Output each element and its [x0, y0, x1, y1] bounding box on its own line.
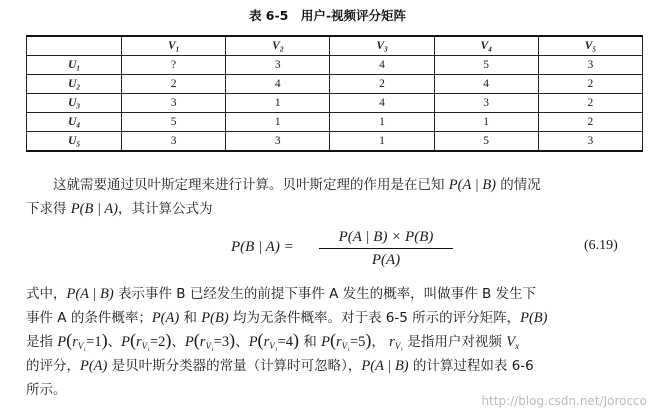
table-caption: 表 6-5 用户-视频评分矩阵: [248, 8, 407, 23]
prob-term-5: $P(r_{V_1}=5)$: [321, 330, 372, 354]
table-cell: 4: [330, 94, 434, 113]
math-p-a-given-b: P(A | B): [448, 177, 496, 193]
col-header-v4: $V_4$: [434, 36, 538, 56]
bayes-equation: [231, 227, 531, 273]
equation-numerator: P(A | B) × P(B): [338, 229, 434, 245]
row-header-u5: $U_5$: [27, 132, 122, 152]
prob-term-2: $P(r_{V_1}=2)$: [121, 330, 172, 354]
table-cell: 2: [538, 75, 642, 94]
table-cell: 2: [538, 113, 642, 132]
table-cell: 1: [226, 113, 330, 132]
table-cell: 4: [434, 75, 538, 94]
table-cell: 1: [330, 113, 434, 132]
table-row-u1: [27, 56, 643, 75]
col-header-v1: $V_1$: [122, 36, 226, 56]
watermark-url: http://blog.csdn.net/Jorocco: [481, 394, 647, 408]
paragraph-intro: 这就需要通过贝叶斯定理来进行计算。贝叶斯定理的作用是在已知 P(A | B) 的情况 下求得 P(B | A)，其计算公式为: [26, 177, 541, 217]
fraction-bar: [319, 248, 453, 249]
equation-denominator: P(A): [371, 252, 401, 268]
table-cell: 3: [226, 56, 330, 75]
paragraph-explanation: 式中，P(A | B) 表示事件 B 已经发生的前提下事件 A 发生的概率，叫做事件 B 发生下 事件 A 的条件概率；P(A) 和 P(B) 均为无条件概率。对于表 6-5 所示的评分矩阵，P(B) 是指 $P(r_{V_1}=1)$、$P(r_{V_1}=2)$、$P(r_{V_1}=3)$、$P(r_{V_1}=4)$ 和 $P(r_{V_1}=5)$， $r_{V_1}$ 是指用户对视频 $V_x$ 的评分，P(A) 是贝叶斯分类器的常量（计算时可忽略），P(A | B) 的计算过程如表 6-6 所示。: [26, 286, 548, 398]
rv-symbol: $r_{V_1}$: [389, 334, 404, 354]
table-cell: 4: [330, 56, 434, 75]
row-header-u3: $U_3$: [27, 94, 122, 113]
col-header-v5: $V_5$: [538, 36, 642, 56]
equation-fraction: [319, 227, 453, 270]
equation-lhs: P(B | A) =: [231, 239, 294, 255]
table-cell: 1: [226, 94, 330, 113]
table-cell: 1: [330, 132, 434, 152]
equation-number: (6.19): [584, 238, 618, 253]
rating-matrix-table: [26, 35, 643, 152]
table-cell: 3: [122, 132, 226, 152]
table-cell: ?: [122, 56, 226, 75]
table-row-u5: [27, 132, 643, 152]
math-p-b-given-a: P(B | A): [70, 201, 118, 217]
vx-symbol: $V_x$: [506, 334, 520, 352]
prob-term-4: $P(r_{V_1}=4)$: [248, 330, 299, 354]
table-cell: 4: [226, 75, 330, 94]
table-cell: 3: [122, 94, 226, 113]
prob-term-1: $P(r_{V_1}=1)$: [57, 330, 108, 354]
table-cell: 2: [122, 75, 226, 94]
table-cell: 3: [538, 132, 642, 152]
row-header-u1: $U_1$: [27, 56, 122, 75]
table-corner-cell: [27, 36, 122, 56]
table-cell: 3: [538, 56, 642, 75]
table-cell: 2: [330, 75, 434, 94]
col-header-v2: $V_2$: [226, 36, 330, 56]
table-cell: 3: [434, 94, 538, 113]
table-cell: 5: [434, 56, 538, 75]
table-cell: 2: [538, 94, 642, 113]
col-header-v3: $V_3$: [330, 36, 434, 56]
table-cell: 5: [122, 113, 226, 132]
table-cell: 3: [226, 132, 330, 152]
prob-term-3: $P(r_{V_1}=3)$: [184, 330, 236, 354]
table-row-u4: [27, 113, 643, 132]
row-header-u2: $U_2$: [27, 75, 122, 94]
table-row-u3: [27, 94, 643, 113]
row-header-u4: $U_4$: [27, 113, 122, 132]
table-header-row: [27, 36, 643, 56]
table-cell: 1: [434, 113, 538, 132]
table-cell: 5: [434, 132, 538, 152]
table-row-u2: [27, 75, 643, 94]
